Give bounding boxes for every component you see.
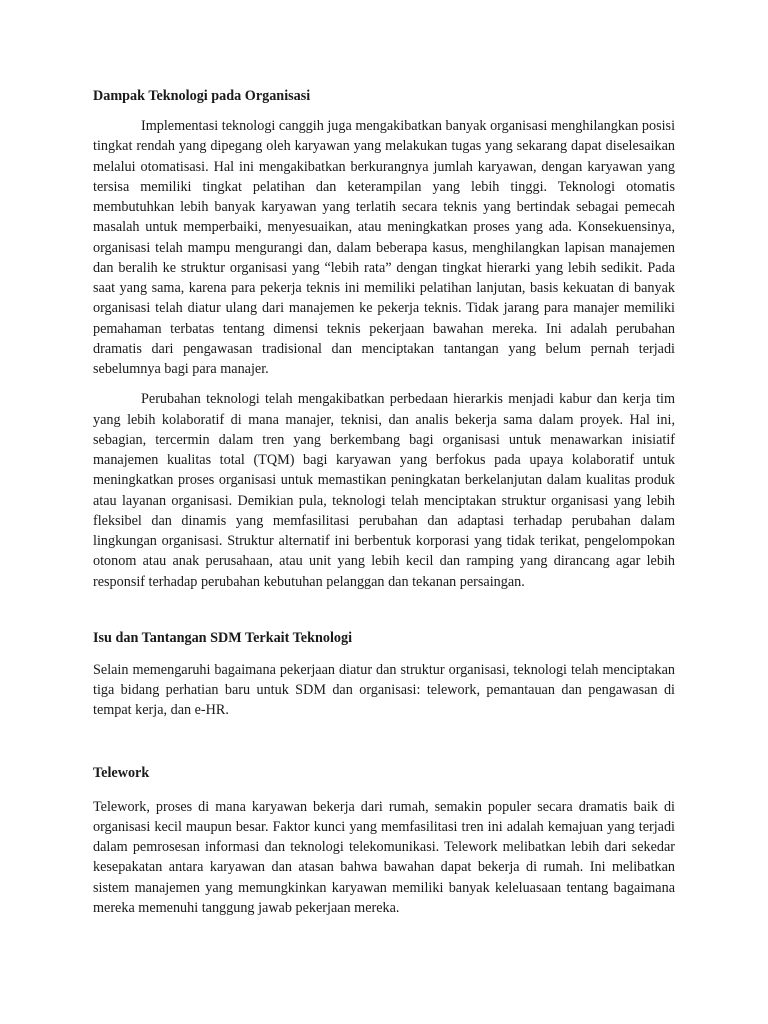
paragraph-dampak-2: Perubahan teknologi telah mengakibatkan perbedaan hierarkis menjadi kabur dan kerja tim yang lebih kolaboratif di mana manajer, teknisi, dan analis bekerja sama dalam proyek. Hal ini, sebagian, tercermin dalam tren yang berkembang bagi organisasi untuk menawarkan inisiatif manajemen kualitas total (TQM) bagi karyawan yang berfokus pada upaya kolaboratif untuk meningkatkan proses organisasi untuk memastikan peningkatan berkelanjutan dalam kualitas produk atau layanan organisasi. Demikian pula, teknologi telah menciptakan struktur organisasi yang lebih fleksibel dan dinamis yang memfasilitasi perubahan dan adaptasi terhadap perubahan dalam lingkungan organisasi. Struktur alternatif ini berbentuk korporasi yang tidak terikat, pengelompokan otonom atau anak perusahaan, atau unit yang lebih kecil dan ramping yang dirancang agar lebih responsif terhadap perubahan kebutuhan pelanggan dan tekanan persaingan. [93,391,675,590]
section-heading-dampak-teknologi: Dampak Teknologi pada Organisasi [93,88,311,104]
paragraph-isu-1: Selain memengaruhi bagaimana pekerjaan diatur dan struktur organisasi, teknologi telah menciptakan tiga bidang perhatian baru untuk SDM dan organisasi: telework, pemantauan dan pengawasan di tempat kerja, dan e-HR. [93,661,675,719]
section-heading-telework: Telework [93,764,150,781]
section-heading-isu-tantangan: Isu dan Tantangan SDM Terkait Teknologi [93,629,353,646]
paragraph-dampak-1: Implementasi teknologi canggih juga mengakibatkan banyak organisasi menghilangkan posisi tingkat rendah yang dipegang oleh karyawan yang melakukan tugas yang sekarang dapat diselesaikan melalui otomatisasi. Hal ini mengakibatkan berkurangnya jumlah karyawan, dengan karyawan yang tersisa memiliki tingkat pelatihan dan keterampilan yang lebih tinggi. Teknologi otomatis membutuhkan lebih banyak karyawan yang terlatih secara teknis yang bertindak sebagai pemecah masalah untuk memperbaiki, menyesuaikan, atau meningkatkan proses yang ada. Konsekuensinya, organisasi telah mampu mengurangi dan, dalam beberapa kasus, menghilangkan lapisan manajemen dan beralih ke struktur organisasi yang “lebih rata” dengan tingkat hierarki yang lebih sedikit. Pada saat yang sama, karena para pekerja teknis ini memiliki pelatihan lanjutan, basis kekuatan di banyak organisasi telah diatur ulang dari manajemen ke pekerja teknis. Tidak jarang para manajer memiliki pemahaman terbatas tentang dimensi teknis pekerjaan bawahan mereka. Ini adalah perubahan dramatis dari pengawasan tradisional dan menciptakan tantangan yang belum pernah terjadi sebelumnya bagi para manajer. [93,118,676,377]
paragraph-telework-1: Telework, proses di mana karyawan bekerja dari rumah, semakin populer secara dramatis baik di organisasi kecil maupun besar. Faktor kunci yang memfasilitasi tren ini adalah kemajuan yang terjadi dalam pemrosesan informasi dan teknologi telekomunikasi. Telework melibatkan lebih dari sekedar kesepakatan antara karyawan dan atasan bahwa bawahan dapat bekerja di rumah. Ini melibatkan sistem manajemen yang memungkinkan karyawan memiliki banyak keleluasaan tentang bagaimana mereka memenuhi tanggung jawab pekerjaan mereka. [93,798,675,916]
page-content [93,86,675,918]
